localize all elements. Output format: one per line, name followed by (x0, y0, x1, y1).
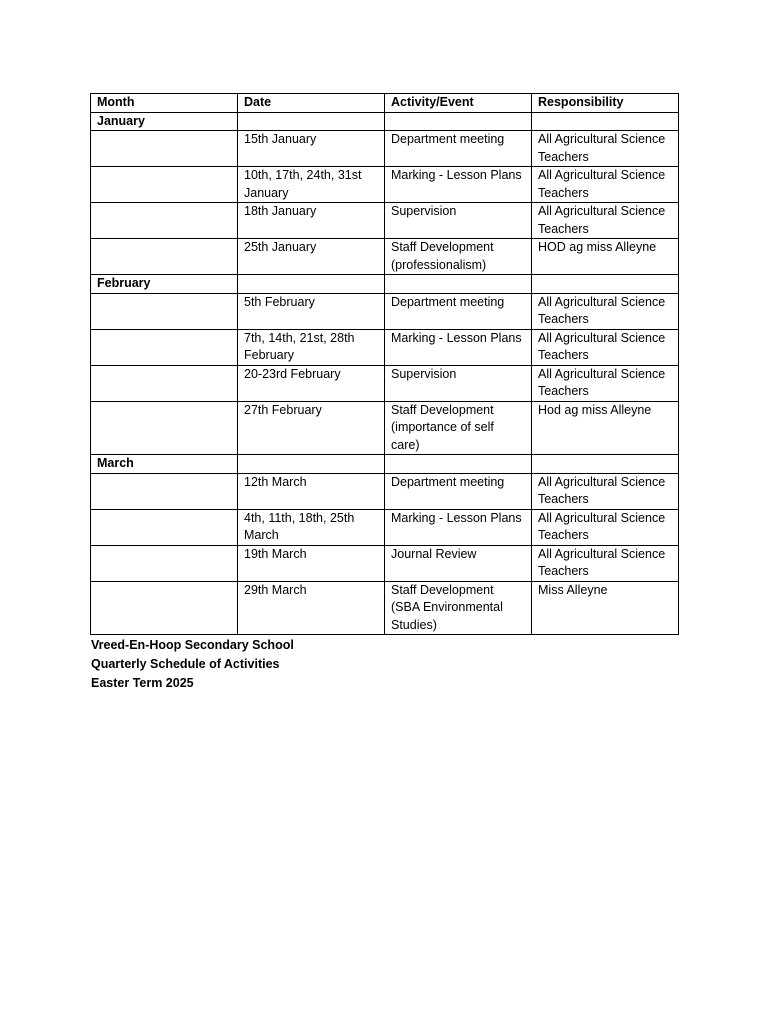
table-row (91, 167, 679, 203)
month-label: March (91, 455, 238, 474)
date-cell: 18th January (238, 203, 385, 239)
schedule-table (90, 93, 679, 635)
date-cell: 4th, 11th, 18th, 25th March (238, 509, 385, 545)
activity-cell: Department meeting (385, 131, 532, 167)
table-row (91, 509, 679, 545)
date-cell: 15th January (238, 131, 385, 167)
month-label: February (91, 275, 238, 294)
table-row (91, 545, 679, 581)
date-cell: 12th March (238, 473, 385, 509)
date-cell: 29th March (238, 581, 385, 635)
date-cell: 7th, 14th, 21st, 28th February (238, 329, 385, 365)
activity-cell: Journal Review (385, 545, 532, 581)
date-cell: 19th March (238, 545, 385, 581)
responsibility-cell: All Agricultural Science Teachers (532, 509, 679, 545)
table-row (91, 131, 679, 167)
month-row-january (91, 112, 679, 131)
month-row-march (91, 455, 679, 474)
activity-cell: Staff Development (SBA Environmental Studies) (385, 581, 532, 635)
table-row (91, 401, 679, 455)
table-row (91, 329, 679, 365)
table-row (91, 293, 679, 329)
activity-cell: Marking - Lesson Plans (385, 167, 532, 203)
responsibility-cell: All Agricultural Science Teachers (532, 545, 679, 581)
date-cell: 20-23rd February (238, 365, 385, 401)
activity-cell: Staff Development (importance of self care) (385, 401, 532, 455)
activity-cell: Department meeting (385, 473, 532, 509)
month-label: January (91, 112, 238, 131)
responsibility-cell: All Agricultural Science Teachers (532, 473, 679, 509)
header-activity: Activity/Event (385, 94, 532, 113)
document-footer (90, 636, 678, 693)
date-cell: 10th, 17th, 24th, 31st January (238, 167, 385, 203)
responsibility-cell: All Agricultural Science Teachers (532, 203, 679, 239)
header-date: Date (238, 94, 385, 113)
term-label: Easter Term 2025 (91, 676, 194, 690)
table-row (91, 203, 679, 239)
activity-cell: Supervision (385, 203, 532, 239)
table-header-row (91, 94, 679, 113)
date-cell: 27th February (238, 401, 385, 455)
header-responsibility: Responsibility (532, 94, 679, 113)
responsibility-cell: All Agricultural Science Teachers (532, 167, 679, 203)
responsibility-cell: All Agricultural Science Teachers (532, 365, 679, 401)
activity-cell: Supervision (385, 365, 532, 401)
responsibility-cell: All Agricultural Science Teachers (532, 293, 679, 329)
responsibility-cell: All Agricultural Science Teachers (532, 329, 679, 365)
table-row (91, 239, 679, 275)
activity-cell: Marking - Lesson Plans (385, 509, 532, 545)
schedule-subtitle: Quarterly Schedule of Activities (91, 657, 280, 671)
activity-cell: Marking - Lesson Plans (385, 329, 532, 365)
school-name: Vreed-En-Hoop Secondary School (91, 638, 294, 652)
responsibility-cell: Miss Alleyne (532, 581, 679, 635)
responsibility-cell: Hod ag miss Alleyne (532, 401, 679, 455)
header-month: Month (91, 94, 238, 113)
table-row (91, 581, 679, 635)
activity-cell: Staff Development (professionalism) (385, 239, 532, 275)
month-row-february (91, 275, 679, 294)
table-row (91, 365, 679, 401)
date-cell: 25th January (238, 239, 385, 275)
responsibility-cell: HOD ag miss Alleyne (532, 239, 679, 275)
responsibility-cell: All Agricultural Science Teachers (532, 131, 679, 167)
document-page (90, 93, 678, 693)
activity-cell: Department meeting (385, 293, 532, 329)
table-row (91, 473, 679, 509)
date-cell: 5th February (238, 293, 385, 329)
